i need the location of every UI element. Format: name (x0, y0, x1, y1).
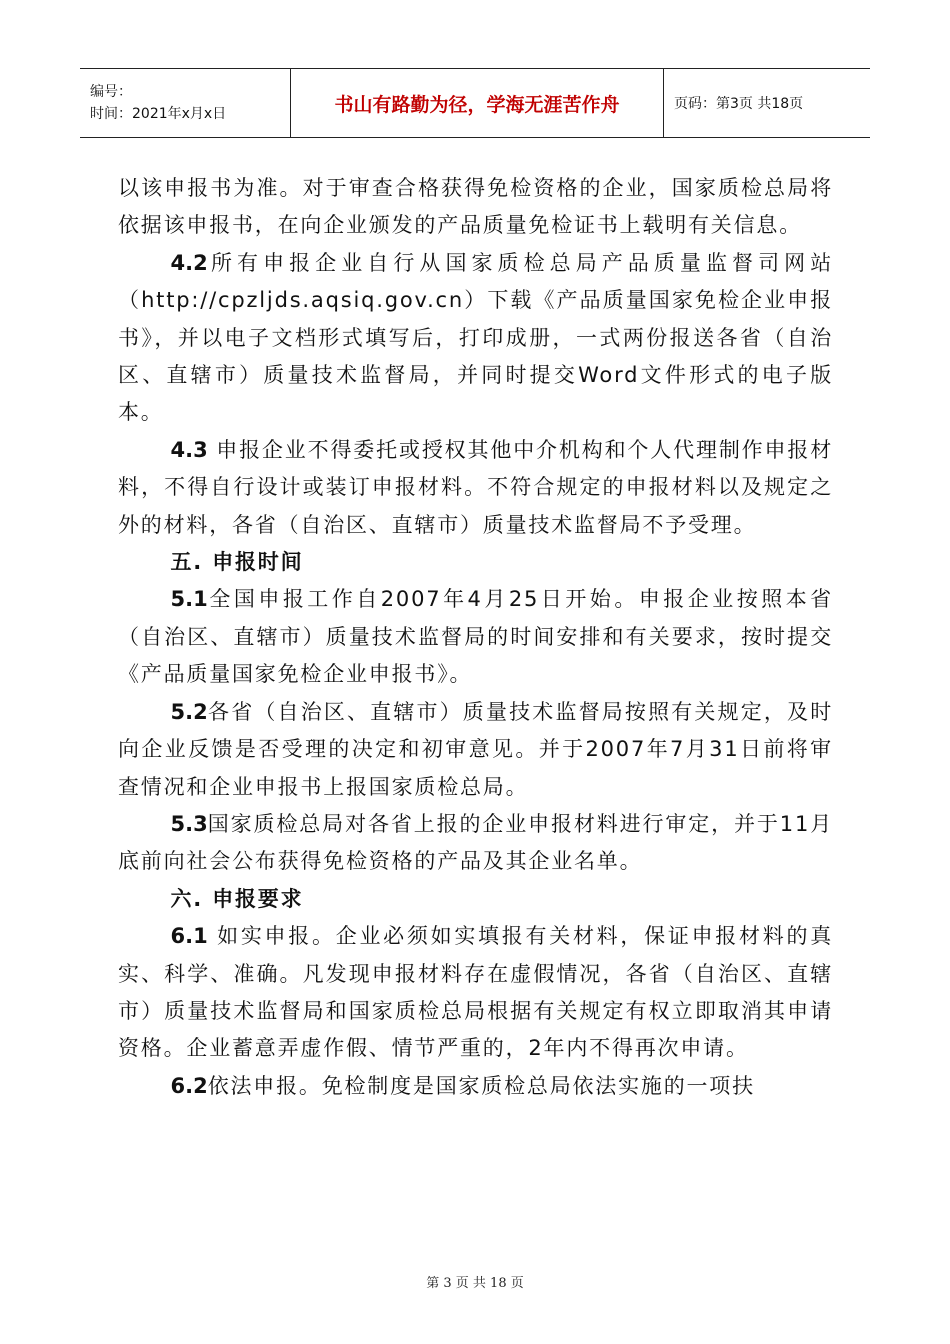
document-date: 时间：2021年x月x日 (90, 106, 227, 122)
header-page-number: 页码：第3页 共18页 (674, 96, 804, 112)
paragraph-5-3 (118, 806, 833, 881)
paragraph-text: 依法申报。免检制度是国家质检总局依法实施的一项扶 (207, 1073, 755, 1098)
paragraph-text: 全国申报工作自2007年4月25日开始。申报企业按照本省（自治区、直辖市）质量技术监督局的时间安排和有关要求，按时提交《产品质量国家免检企业申报书》。 (118, 587, 833, 687)
section-heading-5: 五. 申报时间 (170, 550, 304, 575)
paragraph-text: 所有申报企业自行从国家质检总局产品质量监督司网站（http://cpzljds.aqsiq.gov.cn）下载《产品质量国家免检企业申报书》，并以电子文档形式填写后，打印成册，一式两份报送各省（自治区、直辖市）质量技术监督局，并同时提交Word文件形式的电子版本。 (118, 250, 833, 425)
clause-number: 6.1 (170, 924, 208, 949)
paragraph-4-2 (118, 245, 833, 432)
paragraph (118, 170, 833, 245)
page-footer: 第 3 页 共 18 页 (426, 1276, 524, 1291)
paragraph-text: 如实申报。企业必须如实填报有关材料，保证申报材料的真实、科学、准确。凡发现申报材料存在虚假情况，各省（自治区、直辖市）质量技术监督局和国家质检总局根据有关规定有权立即取消其申请资格。企业蓄意弄虚作假、情节严重的，2年内不得再次申请。 (118, 924, 833, 1061)
paragraph-5-1 (118, 581, 833, 693)
clause-number: 5.1 (170, 587, 208, 612)
clause-number: 5.2 (170, 699, 208, 724)
clause-number: 6.2 (170, 1073, 208, 1098)
clause-number: 5.3 (170, 811, 208, 836)
paragraph-text: 申报企业不得委托或授权其他中介机构和个人代理制作申报材料，不得自行设计或装订申报材料。不符合规定的申报材料以及规定之外的材料，各省（自治区、直辖市）质量技术监督局不予受理。 (118, 437, 833, 537)
paragraph-text: 国家质检总局对各省上报的企业申报材料进行审定，并于11月底前向社会公布获得免检资格的产品及其企业名单。 (118, 811, 833, 874)
clause-number: 4.3 (170, 437, 208, 462)
section-heading-6: 六. 申报要求 (170, 886, 304, 911)
document-number-label: 编号： (90, 84, 132, 100)
paragraph-6-1 (118, 918, 833, 1068)
clause-number: 4.2 (170, 250, 208, 275)
paragraph-4-3 (118, 432, 833, 544)
header-motto-cell (291, 69, 664, 137)
header-right-cell (664, 69, 803, 137)
paragraph-6-2 (118, 1068, 833, 1105)
paragraph-text: 各省（自治区、直辖市）质量技术监督局按照有关规定，及时向企业反馈是否受理的决定和初审意见。并于2007年7月31日前将审查情况和企业申报书上报国家质检总局。 (118, 699, 833, 799)
page-header (80, 68, 870, 138)
paragraph-text: 以该申报书为准。对于审查合格获得免检资格的企业，国家质检总局将依据该申报书，在向企业颁发的产品质量免检证书上载明有关信息。 (118, 176, 833, 238)
paragraph-5-2 (118, 694, 833, 806)
document-body (118, 170, 833, 1105)
header-motto: 书山有路勤为径，学海无涯苦作舟 (334, 93, 620, 116)
header-left-cell (80, 69, 291, 137)
